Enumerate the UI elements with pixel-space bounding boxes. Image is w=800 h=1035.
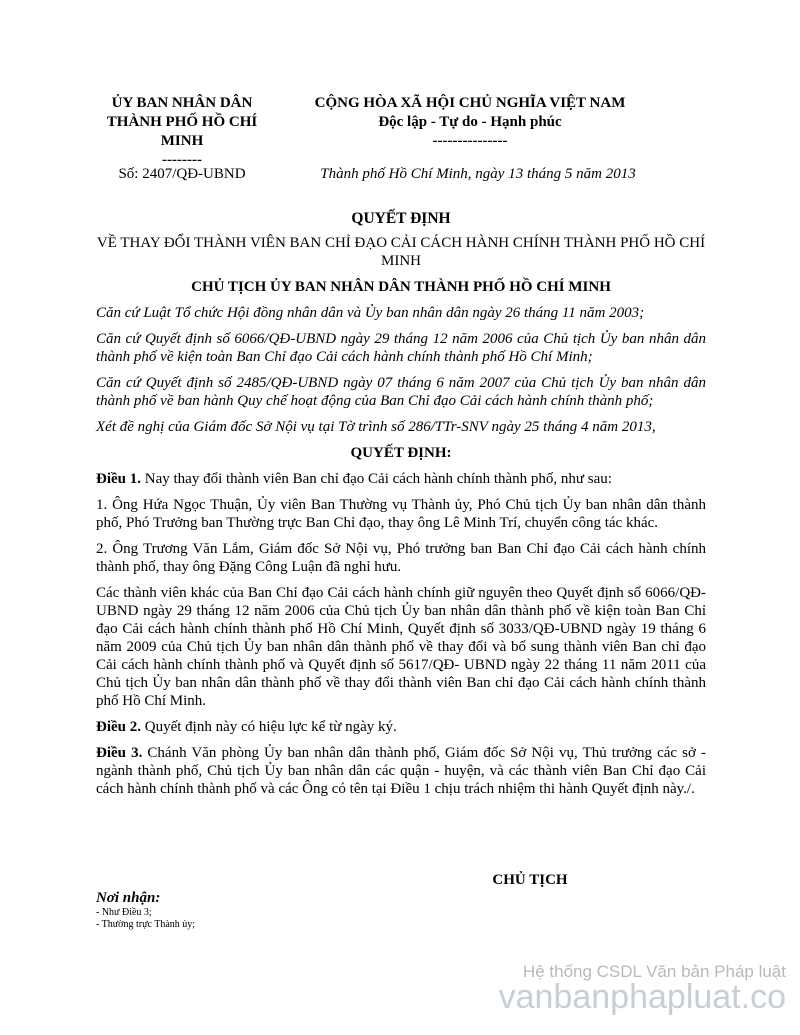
- issuing-authority: CHỦ TỊCH ỦY BAN NHÂN DÂN THÀNH PHỐ HỒ CHÍ MINH: [191, 279, 611, 295]
- recipients-label: Nơi nhận:: [96, 890, 161, 906]
- recipient-item: - Thường trực Thành ủy;: [96, 919, 196, 930]
- article-text: Nay thay đổi thành viên Ban chỉ đạo Cải cách hành chính thành phố, như sau:: [141, 471, 612, 487]
- agency-line: THÀNH PHỐ HỒ CHÍ: [106, 114, 258, 130]
- watermark-line: Hệ thống CSDL Văn bản Pháp luật: [522, 962, 786, 981]
- place-date: Thành phố Hồ Chí Minh, ngày 13 tháng 5 năm 2013: [320, 166, 636, 182]
- document-subject: VỀ THAY ĐỔI THÀNH VIÊN BAN CHỈ ĐẠO CẢI CÁCH HÀNH CHÍNH THÀNH PHỐ HỒ CHÍ MINH: [96, 235, 706, 269]
- article-label: Điều 1.: [96, 471, 141, 487]
- article-1-item-1: 1. Ông Hứa Ngọc Thuận, Ủy viên Ban Thường vụ Thành ủy, Phó Chủ tịch Ủy ban nhân dân thành phố, Phó Trưởng ban Thường trực Ban Chỉ đạo, thay ông Lê Minh Trí, chuyển công tác khác.: [96, 497, 706, 531]
- basis-item: Xét đề nghị của Giám đốc Sở Nội vụ tại Tờ trình số 286/TTr-SNV ngày 25 tháng 4 năm 2013,: [96, 419, 656, 435]
- article-1: [96, 470, 706, 488]
- legal-basis: [96, 304, 706, 436]
- issuing-agency: [96, 94, 268, 170]
- watermark-site: vanbanphapluat.co: [498, 978, 786, 1016]
- article-text: Chánh Văn phòng Ủy ban nhân dân thành phố, Giám đốc Sở Nội vụ, Thủ trưởng các sở - ngành thành phố, Chủ tịch Ủy ban nhân dân các quận - huyện, và các thành viên Ban Chỉ đạo Cải cách hành chính thành phố và các Ông có tên tại Điều 1 chịu trách nhiệm thi hành Quyết định này./.: [96, 745, 707, 797]
- articles: [96, 470, 706, 798]
- document-type: QUYẾT ĐỊNH: [351, 210, 451, 227]
- article-2: [96, 718, 706, 736]
- article-1-item-2: 2. Ông Trương Văn Lắm, Giám đốc Sở Nội vụ, Phó trưởng ban Ban Chỉ đạo Cải cách hành chính thành phố, thay ông Đặng Công Luận đã nghỉ hưu.: [96, 541, 706, 575]
- agency-line: ỦY BAN NHÂN DÂN: [111, 95, 253, 111]
- article-label: Điều 3.: [96, 745, 143, 761]
- basis-item: Căn cứ Quyết định số 2485/QĐ-UBND ngày 07 tháng 6 năm 2007 của Chủ tịch Ủy ban nhân dân thành phố về ban hành Quy chế hoạt động của Ban Chỉ đạo Cải cách hành chính thành phố;: [96, 375, 706, 409]
- article-1-others: Các thành viên khác của Ban Chỉ đạo Cải cách hành chính giữ nguyên theo Quyết định số 6066/QĐ-UBND ngày 29 tháng 12 năm 2006 của Chủ tịch Ủy ban nhân dân thành phố về kiện toàn Ban Chỉ đạo Cải cách hành chính thành phố Hồ Chí Minh, Quyết định số 3033/QĐ-UBND ngày 19 tháng 6 năm 2009 của Chủ tịch Ủy ban nhân dân thành phố về thay đổi và bổ sung thành viên Ban chỉ đạo Cải cách hành chính thành phố và Quyết định số 5617/QĐ- UBND ngày 22 tháng 11 năm 2011 của Chủ tịch Ủy ban nhân dân thành phố về thay đổi thành viên Ban chỉ đạo Cải cách hành chính thành phố Hồ Chí Minh.: [96, 585, 706, 709]
- recipient-item: - Như Điều 3;: [96, 907, 152, 918]
- national-heading: [290, 94, 650, 151]
- nation-name: CỘNG HÒA XÃ HỘI CHỦ NGHĨA VIỆT NAM: [314, 95, 626, 111]
- motto-rule: ---------------: [432, 133, 508, 149]
- document-body: [96, 210, 706, 806]
- motto: Độc lập - Tự do - Hạnh phúc: [378, 114, 562, 130]
- basis-item: Căn cứ Luật Tổ chức Hội đồng nhân dân và Ủy ban nhân dân ngày 26 tháng 11 năm 2003;: [96, 305, 645, 321]
- document-number: Số: 2407/QĐ-UBND: [118, 166, 246, 182]
- article-label: Điều 2.: [96, 719, 141, 735]
- agency-rule: --------: [162, 152, 202, 168]
- recipients-block: [96, 890, 396, 931]
- signer-title: CHỦ TỊCH: [492, 872, 568, 888]
- basis-item: Căn cứ Quyết định số 6066/QĐ-UBND ngày 29 tháng 12 năm 2006 của Chủ tịch Ủy ban nhân dân thành phố về kiện toàn Ban Chỉ đạo Cải cách hành chính thành phố Hồ Chí Minh;: [96, 331, 706, 365]
- agency-line: MINH: [160, 133, 204, 149]
- decide-heading: QUYẾT ĐỊNH:: [350, 445, 452, 461]
- article-3: [96, 744, 706, 798]
- article-text: Quyết định này có hiệu lực kể từ ngày ký.: [141, 719, 397, 735]
